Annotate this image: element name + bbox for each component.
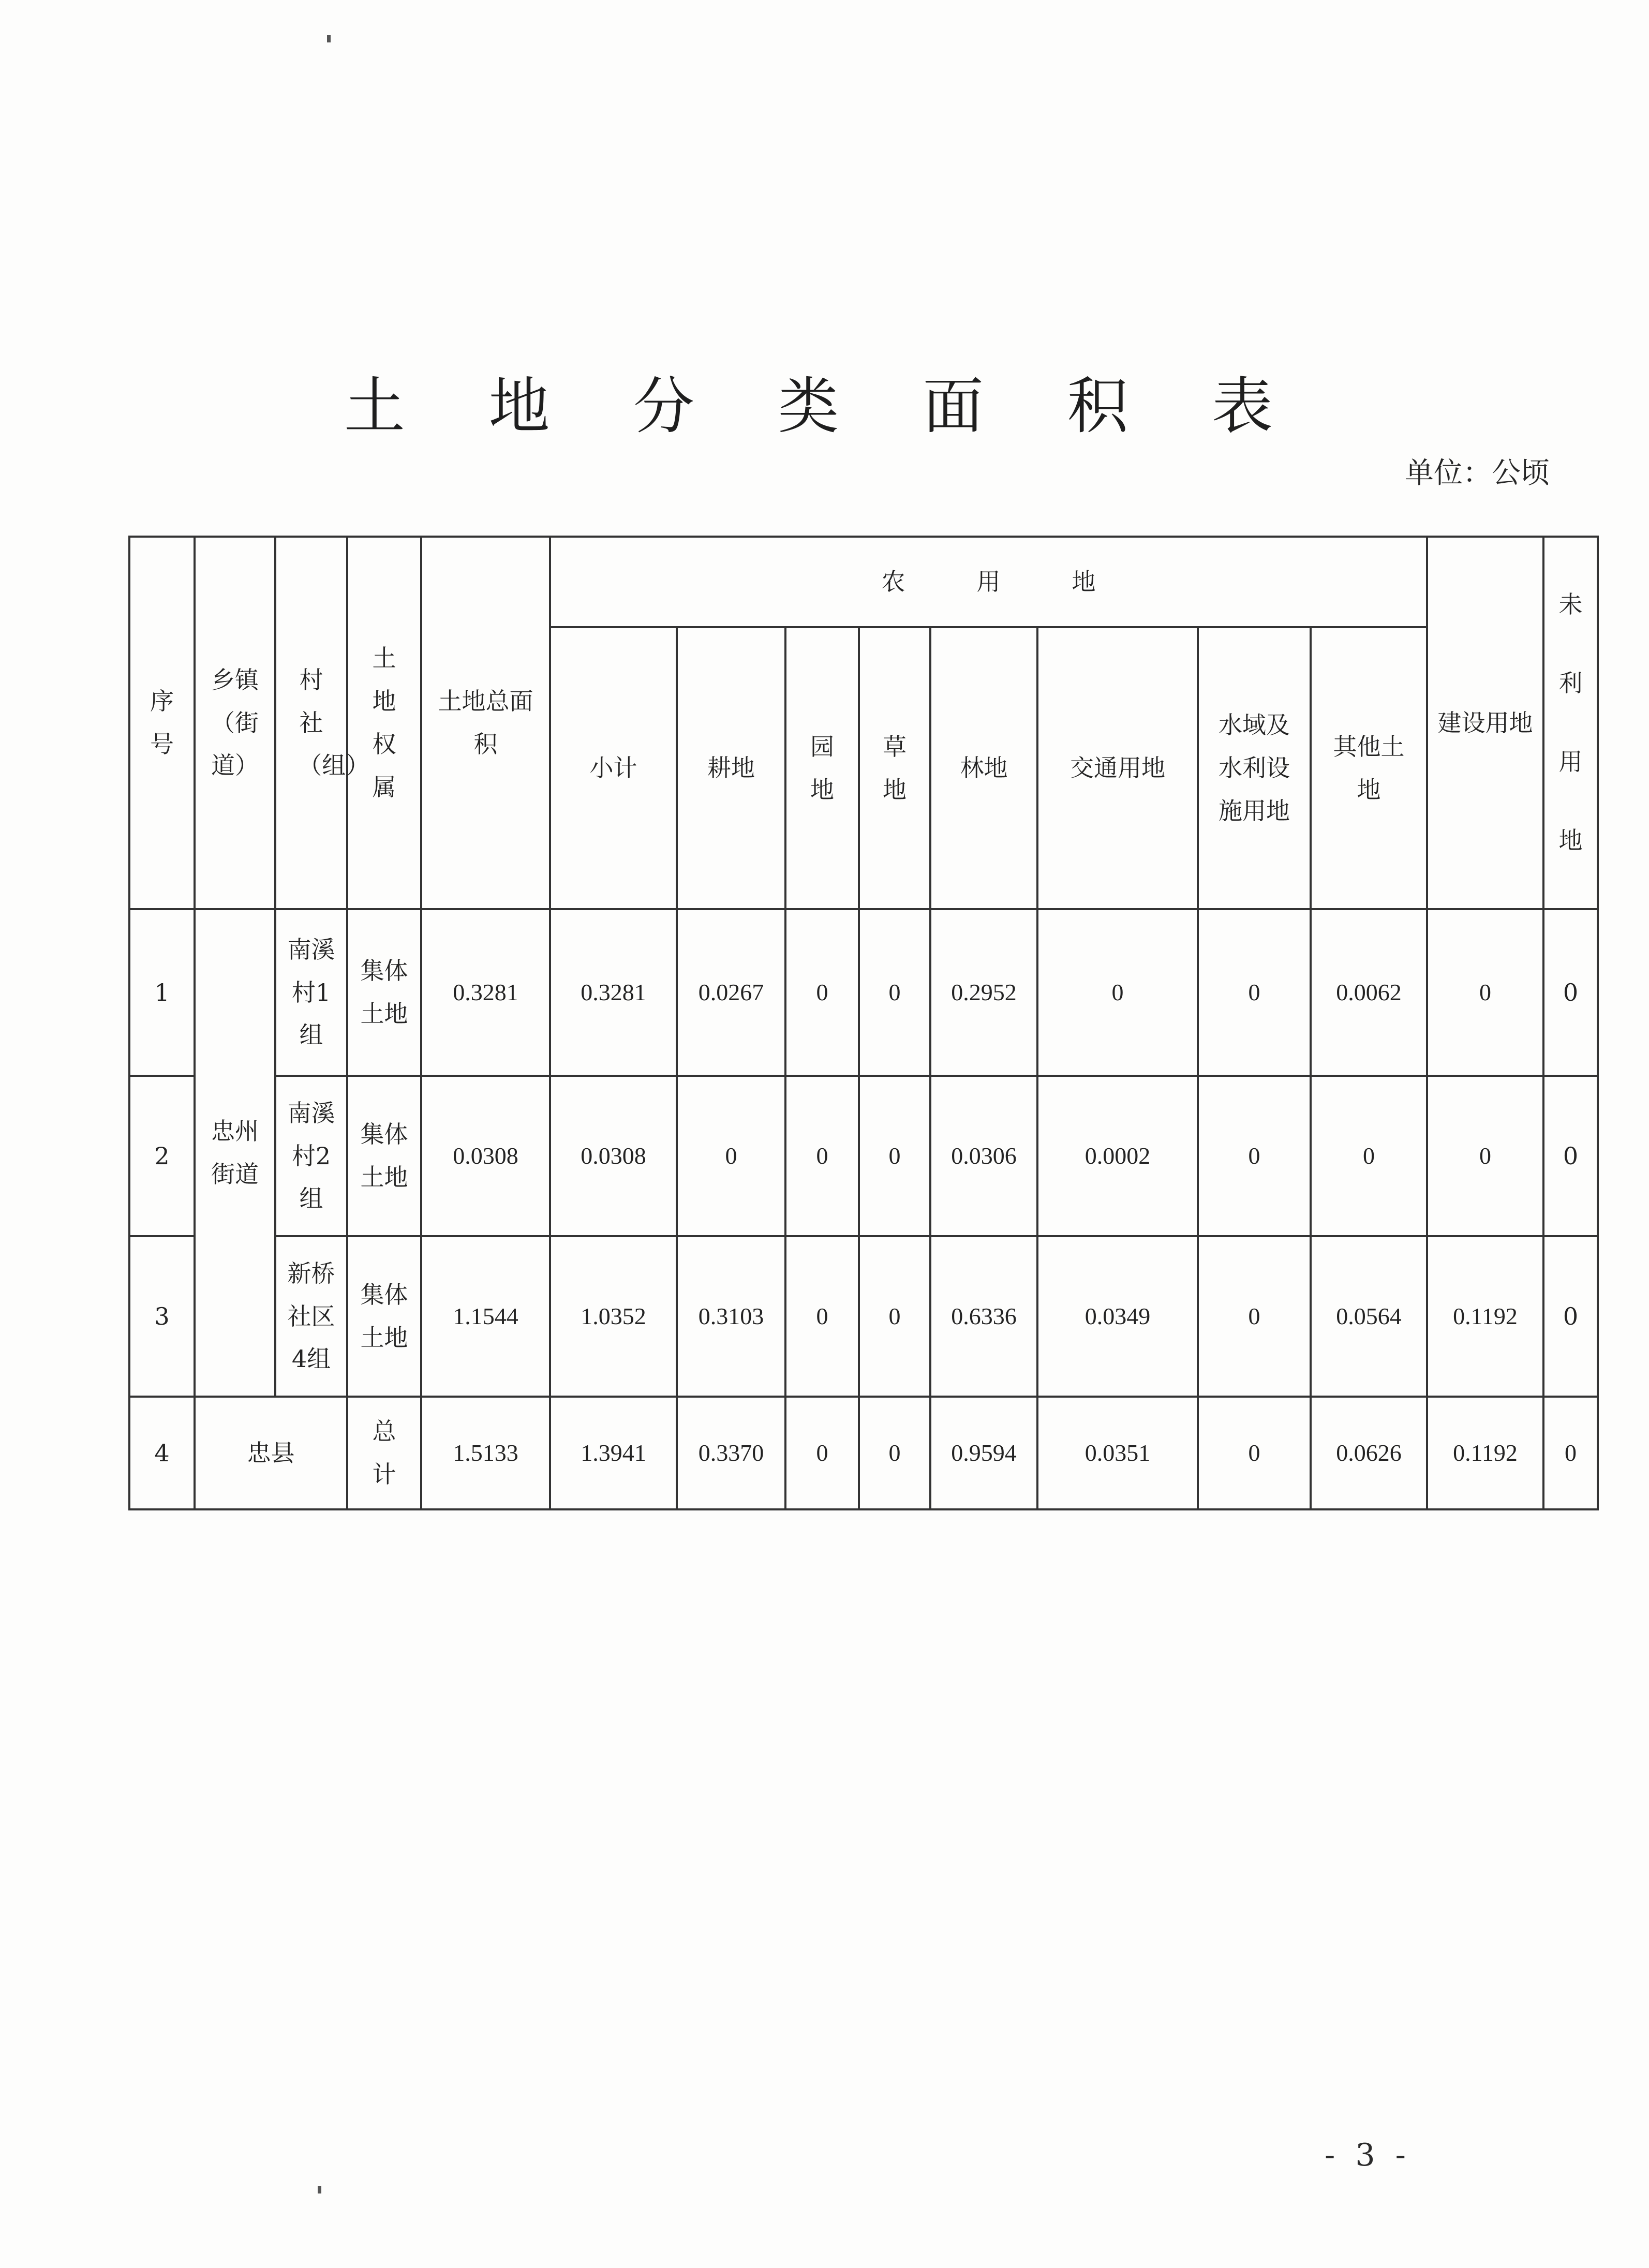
row-garden: 0 (785, 1236, 859, 1397)
header-unused: 未利用地 (1543, 537, 1598, 909)
row-transport: 0.0002 (1037, 1076, 1198, 1236)
row-water: 0 (1198, 1076, 1311, 1236)
header-transport: 交通用地 (1037, 627, 1198, 909)
total-subtotal: 1.3941 (550, 1397, 677, 1509)
table-row (129, 1076, 1598, 1236)
row-construction: 0 (1427, 909, 1543, 1076)
scan-speck (327, 35, 331, 42)
unit-label: 单位：公顷 (1405, 456, 1550, 490)
row-village: 南溪村1组 (275, 909, 347, 1076)
total-seq: 4 (129, 1397, 195, 1509)
row-other: 0.0564 (1311, 1236, 1427, 1397)
row-water: 0 (1198, 909, 1311, 1076)
scan-speck (318, 2186, 321, 2193)
table-row (129, 1236, 1598, 1397)
header-town: 乡镇（街道） (195, 537, 275, 909)
total-total: 1.5133 (421, 1397, 550, 1509)
row-garden: 0 (785, 909, 859, 1076)
row-transport: 0.0349 (1037, 1236, 1198, 1397)
row-grass: 0 (859, 1236, 930, 1397)
header-cultivated: 耕地 (677, 627, 785, 909)
row-cultivated: 0.0267 (677, 909, 785, 1076)
header-forest: 林地 (930, 627, 1037, 909)
row-total: 0.3281 (421, 909, 550, 1076)
header-garden: 园地 (785, 627, 859, 909)
row-unused: 0 (1543, 1236, 1598, 1397)
row-construction: 0 (1427, 1076, 1543, 1236)
total-label: 总计 (347, 1397, 421, 1509)
header-agricultural: 农 用 地 (550, 537, 1427, 627)
row-subtotal: 1.0352 (550, 1236, 677, 1397)
total-garden: 0 (785, 1397, 859, 1509)
header-village: 村社（组） (275, 537, 347, 909)
land-classification-table (128, 536, 1599, 1510)
table-row (129, 909, 1598, 1076)
row-village: 南溪村2组 (275, 1076, 347, 1236)
row-water: 0 (1198, 1236, 1311, 1397)
header-seq: 序号 (129, 537, 195, 909)
total-forest: 0.9594 (930, 1397, 1037, 1509)
header-ownership: 土地权属 (347, 537, 421, 909)
header-grass: 草地 (859, 627, 930, 909)
row-construction: 0.1192 (1427, 1236, 1543, 1397)
row-subtotal: 0.0308 (550, 1076, 677, 1236)
header-other: 其他土地 (1311, 627, 1427, 909)
row-village: 新桥社区4组 (275, 1236, 347, 1397)
total-water: 0 (1198, 1397, 1311, 1509)
row-other: 0.0062 (1311, 909, 1427, 1076)
total-unused: 0 (1543, 1397, 1598, 1509)
total-other: 0.0626 (1311, 1397, 1427, 1509)
row-seq: 2 (129, 1076, 195, 1236)
row-subtotal: 0.3281 (550, 909, 677, 1076)
total-grass: 0 (859, 1397, 930, 1509)
header-construction: 建设用地 (1427, 537, 1543, 909)
row-grass: 0 (859, 1076, 930, 1236)
row-unused: 0 (1543, 1076, 1598, 1236)
header-total-area: 土地总面积 (421, 537, 550, 909)
row-forest: 0.6336 (930, 1236, 1037, 1397)
total-construction: 0.1192 (1427, 1397, 1543, 1509)
row-ownership: 集体土地 (347, 1236, 421, 1397)
row-garden: 0 (785, 1076, 859, 1236)
page-title: 土 地 分 类 面 积 表 (344, 370, 1305, 442)
row-cultivated: 0.3103 (677, 1236, 785, 1397)
row-cultivated: 0 (677, 1076, 785, 1236)
header-subtotal: 小计 (550, 627, 677, 909)
total-cultivated: 0.3370 (677, 1397, 785, 1509)
row-total: 0.0308 (421, 1076, 550, 1236)
total-row (129, 1397, 1598, 1509)
header-row-1 (129, 537, 1598, 627)
row-seq: 3 (129, 1236, 195, 1397)
total-transport: 0.0351 (1037, 1397, 1198, 1509)
row-forest: 0.2952 (930, 909, 1037, 1076)
row-forest: 0.0306 (930, 1076, 1037, 1236)
header-water: 水域及水利设施用地 (1198, 627, 1311, 909)
row-unused: 0 (1543, 909, 1598, 1076)
town-cell: 忠州街道 (195, 909, 275, 1397)
row-seq: 1 (129, 909, 195, 1076)
total-county: 忠县 (195, 1397, 347, 1509)
row-ownership: 集体土地 (347, 909, 421, 1076)
row-transport: 0 (1037, 909, 1198, 1076)
row-ownership: 集体土地 (347, 1076, 421, 1236)
page-number: - 3 - (1325, 2137, 1411, 2173)
row-other: 0 (1311, 1076, 1427, 1236)
row-grass: 0 (859, 909, 930, 1076)
row-total: 1.1544 (421, 1236, 550, 1397)
